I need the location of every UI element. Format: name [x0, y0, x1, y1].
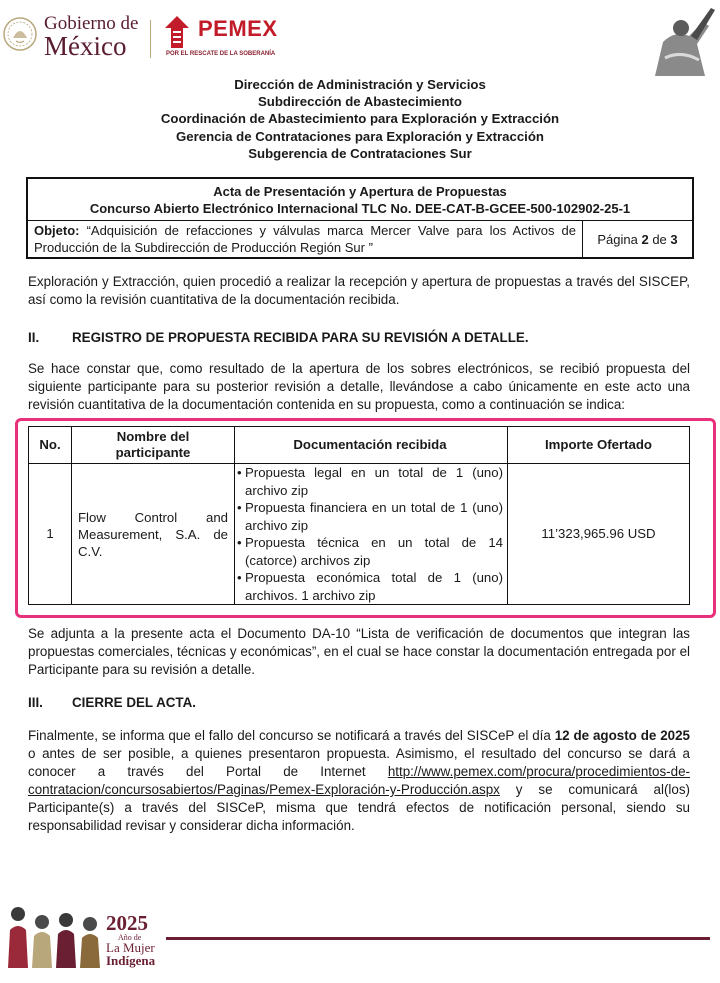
pemex-logo-icon	[163, 14, 191, 50]
gobierno-de-label: Gobierno de	[44, 13, 139, 34]
page-current: 2	[641, 231, 649, 247]
footer-rule	[166, 937, 710, 940]
pemex-wordmark: PEMEX	[198, 16, 278, 41]
title-line: Coordinación de Abastecimiento para Exploración y Extracción	[160, 111, 560, 127]
objeto-text: “Adquisición de refacciones y válvulas marca Mercer Valve para los Activos de Producción de la Subdirección de Producción Región Sur ”	[34, 223, 576, 255]
col-header-nombre: Nombre del participante	[72, 427, 235, 464]
col-header-no: No.	[29, 427, 72, 464]
closing-paragraph	[28, 727, 690, 835]
document-text: Propuesta financiera en un total de 1 (uno) archivo zip	[245, 500, 503, 533]
title-line: Dirección de Administración y Servicios	[234, 77, 486, 92]
document-item	[237, 569, 503, 604]
pemex-tagline: POR EL RESCATE DE LA SOBERANÍA	[166, 51, 276, 57]
bullet-icon: •	[237, 465, 242, 480]
bullet-icon: •	[237, 535, 242, 550]
cell-importe: 11’323,965.96 USD	[508, 464, 690, 605]
section-3-number: III.	[28, 695, 43, 710]
header-separator	[150, 20, 151, 58]
objeto-label: Objeto:	[34, 223, 80, 238]
title-line: Subdirección de Abastecimiento	[258, 94, 462, 110]
cell-documents	[235, 464, 508, 605]
bullet-icon: •	[237, 500, 242, 515]
attachment-paragraph: Se adjunta a la presente acta el Documento DA-10 “Lista de verificación de documentos que integran las propuestas comerciales, técnicas y económicas”, en el cual se hace constar la documentación entregada por el Participante para su revisión a detalle.	[28, 626, 690, 677]
bullet-icon: •	[237, 570, 242, 585]
intro-paragraph: Exploración y Extracción, quien procedió a realizar la recepción y apertura de propuestas a través del SISCEP, así como la revisión cuantitativa de la documentación recibida.	[28, 274, 690, 307]
page-label: Página	[597, 231, 638, 247]
page-indicator	[583, 221, 692, 258]
closing-text-2: o antes de ser posible, a quienes presentaron propuesta. Asimismo, el resultado del concurso se dará a conocer a través del Portal de Internet	[28, 746, 690, 779]
document-item	[237, 499, 503, 534]
cell-participant: Flow Control and Measurement, S.A. de C.V.	[72, 464, 235, 605]
fallo-date: 12 de agosto de 2025	[554, 728, 690, 743]
acta-title: Acta de Presentación y Apertura de Propuestas	[213, 184, 507, 199]
page-of: de	[652, 231, 667, 247]
closing-text-1: Finalmente, se informa que el fallo del concurso se notificará a través del SISCeP el día	[28, 728, 551, 743]
footer-ano-de: Año de	[118, 933, 142, 942]
closing-text-3: y se comunicará al(los) Participante(s) a través del SISCeP, misma que tendrá efectos de notificación personal, siendo su responsabilidad revisar y considerar dicha información.	[28, 782, 690, 833]
office-titles	[0, 76, 720, 162]
footer-la-mujer: La Mujer	[106, 940, 155, 955]
acta-objeto-row	[28, 221, 692, 258]
section-2-number: II.	[28, 330, 40, 345]
title-line: Subgerencia de Contrataciones Sur	[248, 145, 472, 161]
table-row	[29, 464, 690, 605]
indigenous-women-illustration-icon	[4, 900, 104, 968]
col-header-importe: Importe Ofertado	[508, 427, 690, 464]
document-text: Propuesta legal en un total de 1 (uno) archivo zip	[245, 465, 503, 498]
title-line: Gerencia de Contrataciones para Exploración y Extracción	[176, 128, 544, 144]
pemex-portal-link[interactable]: http://www.pemex.com/procura/procedimientos-de-contratacion/concursosabiertos/Paginas/Pemex-Exploración-y-Producción.aspx	[28, 764, 690, 797]
acta-title-block	[28, 179, 692, 221]
page-total: 3	[670, 231, 678, 247]
cell-no: 1	[29, 464, 72, 605]
concurso-number: Concurso Abierto Electrónico Internacional TLC No. DEE-CAT-B-GCEE-500-102902-25-1	[89, 201, 631, 216]
section-2-paragraph: Se hace constar que, como resultado de la apertura de los sobres electrónicos, se recibió propuesta del siguiente participante para su posterior revisión a detalle, llevándose a cabo únicamente en este acto una revisión cuantitativa de la documentación contenida en su propuesta, como a continuación se indica:	[28, 361, 690, 412]
footer-indigena: Indígena	[106, 953, 156, 968]
document-text: Propuesta económica total de 1 (uno) archivos. 1 archivo zip	[245, 570, 503, 603]
document-item	[237, 534, 503, 569]
table-header-row	[29, 427, 690, 464]
section-3-heading	[28, 694, 196, 712]
document-item	[237, 464, 503, 499]
section-2-title: REGISTRO DE PROPUESTA RECIBIDA PARA SU REVISIÓN A DETALLE.	[72, 330, 529, 345]
proposal-table	[28, 426, 690, 605]
document-text: Propuesta técnica en un total de 14 (catorce) archivos zip	[245, 535, 503, 568]
section-2-heading	[28, 329, 529, 347]
footer-year: 2025	[106, 911, 148, 935]
col-header-documentacion: Documentación recibida	[235, 427, 508, 464]
mexico-seal-icon	[2, 16, 38, 52]
objeto-cell	[28, 221, 583, 258]
acta-header-box	[26, 177, 694, 259]
mexico-label: México	[44, 31, 127, 61]
historical-figure-icon	[645, 2, 717, 76]
section-3-title: CIERRE DEL ACTA.	[72, 695, 196, 710]
